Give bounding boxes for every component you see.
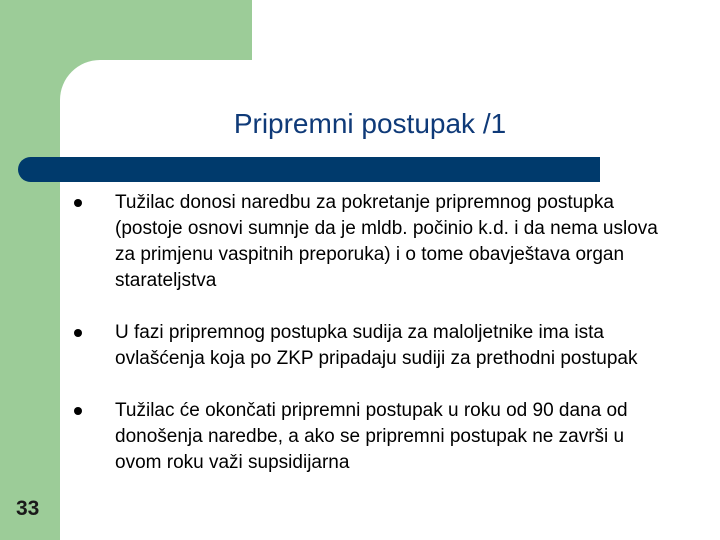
page-number: 33 — [16, 497, 40, 520]
bullet-item — [72, 398, 672, 476]
bullet-dot-icon — [74, 407, 82, 415]
bullet-text: Tužilac će okončati pripremni postupak u roku od 90 dana od donošenja naredbe, a ako se pripremni postupak ne završi u ovom roku važi supsidijarna — [115, 400, 628, 473]
bullet-dot-icon — [74, 199, 82, 207]
bullet-text: Tužilac donosi naredbu za pokretanje pripremnog postupka (postoje osnovi sumnje da je mldb. počinio k.d. i da nema uslova za primjenu vaspitnih preporuka) i o tome obavještava organ starateljstva — [115, 192, 658, 291]
bullet-dot-icon — [74, 329, 82, 337]
bullet-list — [72, 190, 672, 502]
bullet-text: U fazi pripremnog postupka sudija za maloljetnike ima ista ovlašćenja koja po ZKP pripadaju sudiji za prethodni postupak — [115, 322, 638, 369]
title-divider-bar — [18, 157, 600, 182]
slide-title: Pripremni postupak /1 — [233, 108, 507, 139]
bullet-item — [72, 320, 672, 372]
bullet-item — [72, 190, 672, 294]
